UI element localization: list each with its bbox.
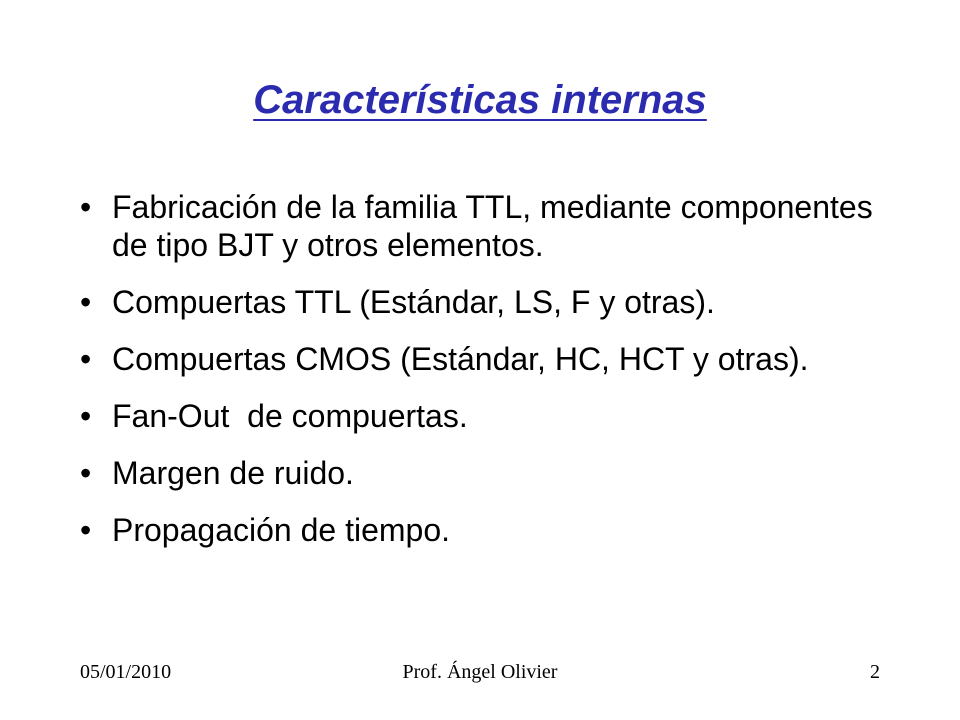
slide-title: Características internas [253,78,707,122]
bullet-icon: • [80,512,92,548]
bullet-icon: • [80,284,92,320]
bullet-item [80,188,880,264]
bullet-item [80,397,880,435]
page-number: 2 [870,661,880,683]
bullet-text: Propagación de tiempo. [112,512,450,548]
bullet-text: Margen de ruido. [112,455,354,491]
bullet-item [80,340,880,378]
bullet-text: Compuertas CMOS (Estándar, HC, HCT y otras). [112,341,809,377]
bullet-item [80,454,880,492]
bullet-text: Fan-Out de compuertas. [112,398,468,434]
bullet-item [80,283,880,321]
bullet-icon: • [80,455,92,491]
footer-date: 05/01/2010 [80,661,172,683]
bullet-icon: • [80,398,92,434]
bullet-text: Compuertas TTL (Estándar, LS, F y otras). [112,284,715,320]
bullet-item [80,511,880,549]
bullet-list [80,188,880,568]
bullet-icon: • [80,341,92,377]
footer-author: Prof. Ángel Olivier [402,661,558,683]
bullet-icon: • [80,189,92,225]
bullet-text: Fabricación de la familia TTL, mediante componentes de tipo BJT y otros elementos. [112,189,873,263]
